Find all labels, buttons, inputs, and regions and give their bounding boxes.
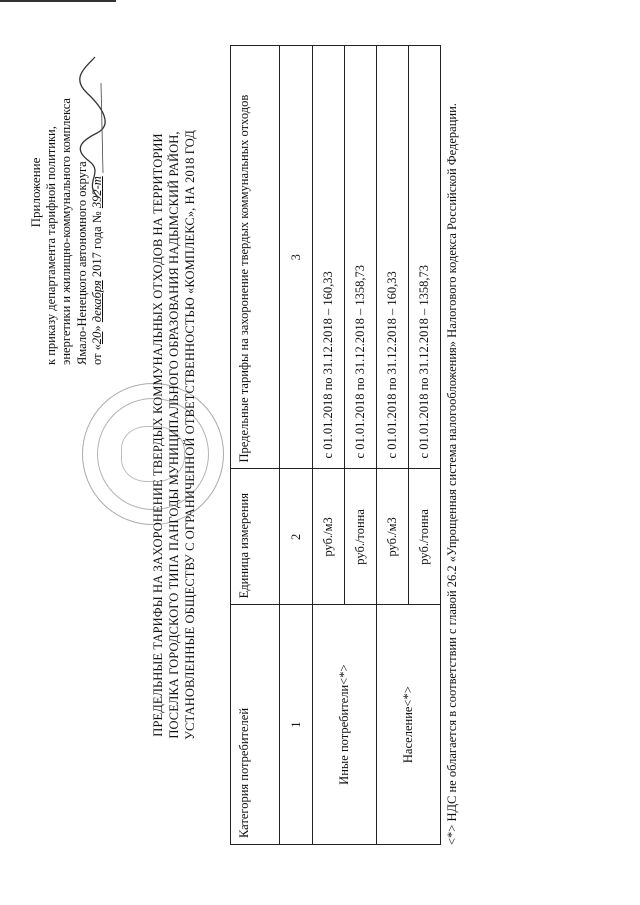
column-number-2: 2 — [280, 469, 313, 605]
unit-cell: руб./тонна — [409, 469, 441, 605]
order-number: 392-т — [90, 176, 104, 209]
header-category: Категория потребителей — [231, 605, 280, 845]
date-day: 20 — [90, 331, 104, 345]
title-line-1: ПРЕДЕЛЬНЫЕ ТАРИФЫ НА ЗАХОРОНЕНИЕ ТВЕРДЫХ КОММУНАЛЬНЫХ ОТХОДОВ НА ТЕРРИТОРИИ — [151, 133, 165, 737]
unit-cell: руб./м3 — [313, 469, 345, 605]
footnote: <*> НДС не облагается в соответствии с главой 26.2 «Упрощенная система налогообложения» Налогового кодекса Российской Федерации. — [445, 103, 459, 845]
tariff-cell: с 01.01.2018 по 31.12.2018 – 160,33 — [313, 46, 345, 469]
appendix-line-3: Ямало-Ненецкого автономного округа — [74, 161, 89, 365]
table-column-numbers-row — [280, 46, 313, 845]
date-year: 2017 года № — [90, 211, 104, 278]
tariff-cell: с 01.01.2018 по 31.12.2018 – 1358,73 — [409, 46, 441, 469]
date-month: декабря — [90, 280, 104, 323]
column-number-1: 1 — [280, 605, 313, 845]
table-header-row — [231, 46, 280, 845]
tariff-cell: с 01.01.2018 по 31.12.2018 – 160,33 — [377, 46, 409, 469]
appendix-date-line: от «20» декабря 2017 года № 392-т — [90, 176, 104, 365]
tariff-table — [230, 45, 441, 845]
document-title — [150, 35, 198, 835]
table-row — [313, 46, 345, 845]
header-tariff: Предельные тарифы на захоронение твердых коммунальных отходов — [231, 46, 280, 469]
date-prefix: от — [90, 353, 104, 365]
unit-cell: руб./м3 — [377, 469, 409, 605]
top-rule — [0, 0, 116, 2]
title-line-3: УСТАНОВЛЕННЫЕ ОБЩЕСТВУ С ОГРАНИЧЕННОЙ ОТВЕТСТВЕННОСТЬЮ «КОМПЛЕКС», НА 2018 ГОД — [183, 130, 197, 740]
appendix-line-1: к приказу департамента тарифной политики, — [43, 126, 58, 365]
column-number-3: 3 — [280, 46, 313, 469]
table-row — [377, 46, 409, 845]
header-unit: Единица измерения — [231, 469, 280, 605]
category-cell: Население<*> — [377, 605, 441, 845]
appendix-heading: Приложение — [28, 157, 43, 228]
title-line-2: ПОСЕЛКА ГОРОДСКОГО ТИПА ПАНГОДЫ МУНИЦИПАЛЬНОГО ОБРАЗОВАНИЯ НАДЫМСКИЙ РАЙОН, — [167, 131, 181, 739]
appendix-line-2: энергетики и жилищно-коммунального комплекса — [59, 98, 73, 365]
tariff-cell: с 01.01.2018 по 31.12.2018 – 1358,73 — [345, 46, 377, 469]
document-page — [20, 15, 620, 875]
category-cell: Иные потребители<*> — [313, 605, 377, 845]
unit-cell: руб./тонна — [345, 469, 377, 605]
handwritten-signature-icon — [77, 53, 107, 203]
